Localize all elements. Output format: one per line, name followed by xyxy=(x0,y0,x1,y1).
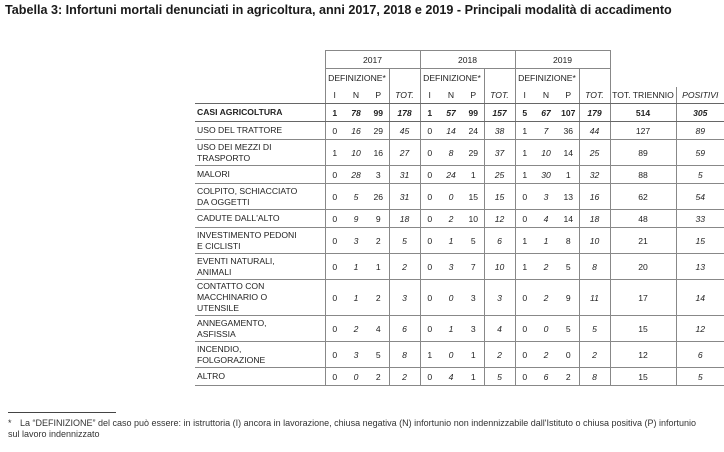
table-cell: 14 xyxy=(558,140,579,166)
sub-header-i: I xyxy=(515,87,534,104)
sub-header-n: N xyxy=(439,87,463,104)
table-row xyxy=(195,342,724,368)
table-cell: 6 xyxy=(389,316,420,342)
table-cell: 21 xyxy=(610,228,676,254)
table-cell: 0 xyxy=(325,210,344,228)
table-row xyxy=(195,104,724,122)
definizione-header: DEFINIZIONE* xyxy=(420,69,484,87)
table-cell: 1 xyxy=(439,228,463,254)
table-cell: 0 xyxy=(325,368,344,386)
table-cell: 3 xyxy=(389,280,420,316)
sub-header-p: P xyxy=(368,87,389,104)
tot-header-spacer xyxy=(389,69,420,87)
tot-header: TOT. xyxy=(579,87,610,104)
table-cell: 2 xyxy=(389,368,420,386)
tot-triennio-header: TOT. TRIENNIO xyxy=(610,87,676,104)
table-cell: 1 xyxy=(344,254,368,280)
table-cell: 0 xyxy=(420,368,439,386)
table-cell: 0 xyxy=(344,368,368,386)
table-cell: 0 xyxy=(325,166,344,184)
table-cell: 0 xyxy=(439,280,463,316)
accident-table xyxy=(195,50,724,386)
table-cell: 0 xyxy=(558,342,579,368)
table-row xyxy=(195,316,724,342)
table-cell: 30 xyxy=(534,166,558,184)
row-label: CASI AGRICOLTURA xyxy=(195,104,325,122)
table-cell: 89 xyxy=(610,140,676,166)
table-cell: 0 xyxy=(420,254,439,280)
table-cell: 0 xyxy=(515,210,534,228)
table-cell: 1 xyxy=(558,166,579,184)
table-cell: 37 xyxy=(484,140,515,166)
header-row-years xyxy=(195,51,724,69)
table-cell: 12 xyxy=(484,210,515,228)
table-cell: 2 xyxy=(344,316,368,342)
footnote-rule xyxy=(8,412,116,413)
table-row xyxy=(195,254,724,280)
table-cell: 2 xyxy=(368,368,389,386)
table-cell: 25 xyxy=(579,140,610,166)
table-cell: 14 xyxy=(439,122,463,140)
table-cell: 1 xyxy=(368,254,389,280)
table-cell: 8 xyxy=(439,140,463,166)
table-cell: 27 xyxy=(389,140,420,166)
table-cell: 0 xyxy=(325,184,344,210)
table-cell: 5 xyxy=(515,104,534,122)
tot-header: TOT. xyxy=(484,87,515,104)
year-header-2019: 2019 xyxy=(515,51,610,69)
table-cell: 0 xyxy=(420,184,439,210)
table-cell: 88 xyxy=(610,166,676,184)
table-cell: 2 xyxy=(484,342,515,368)
table-cell: 12 xyxy=(676,316,724,342)
year-header-2018: 2018 xyxy=(420,51,515,69)
table-cell: 57 xyxy=(439,104,463,122)
table-cell: 3 xyxy=(439,254,463,280)
table-cell: 1 xyxy=(420,104,439,122)
table-cell: 8 xyxy=(389,342,420,368)
table-cell: 44 xyxy=(579,122,610,140)
table-cell: 4 xyxy=(534,210,558,228)
table-cell: 0 xyxy=(325,316,344,342)
table-cell: 8 xyxy=(558,228,579,254)
table-cell: 48 xyxy=(610,210,676,228)
table-cell: 0 xyxy=(420,210,439,228)
header-blank xyxy=(195,51,325,104)
table-cell: 10 xyxy=(344,140,368,166)
table-cell: 0 xyxy=(325,254,344,280)
table-cell: 62 xyxy=(610,184,676,210)
table-cell: 33 xyxy=(676,210,724,228)
row-label: ALTRO xyxy=(195,368,325,386)
table-cell: 514 xyxy=(610,104,676,122)
table-cell: 17 xyxy=(610,280,676,316)
table-cell: 3 xyxy=(344,228,368,254)
header-blank-right xyxy=(610,51,724,87)
table-cell: 1 xyxy=(515,140,534,166)
table-row xyxy=(195,184,724,210)
row-label: INVESTIMENTO PEDONI E CICLISTI xyxy=(195,228,325,254)
table-cell: 29 xyxy=(368,122,389,140)
table-cell: 13 xyxy=(558,184,579,210)
table-cell: 31 xyxy=(389,166,420,184)
table-cell: 305 xyxy=(676,104,724,122)
table-cell: 0 xyxy=(325,122,344,140)
table-cell: 178 xyxy=(389,104,420,122)
table-cell: 11 xyxy=(579,280,610,316)
sub-header-i: I xyxy=(325,87,344,104)
table-cell: 1 xyxy=(325,140,344,166)
table-row xyxy=(195,368,724,386)
table-cell: 0 xyxy=(420,228,439,254)
table-cell: 15 xyxy=(484,184,515,210)
accident-table-container xyxy=(195,50,724,386)
table-cell: 1 xyxy=(325,104,344,122)
table-cell: 3 xyxy=(463,280,484,316)
table-cell: 29 xyxy=(463,140,484,166)
table-cell: 99 xyxy=(463,104,484,122)
table-cell: 107 xyxy=(558,104,579,122)
table-cell: 0 xyxy=(420,316,439,342)
table-cell: 0 xyxy=(439,342,463,368)
table-row xyxy=(195,166,724,184)
table-cell: 14 xyxy=(676,280,724,316)
table-cell: 5 xyxy=(579,316,610,342)
table-cell: 9 xyxy=(344,210,368,228)
table-cell: 1 xyxy=(515,122,534,140)
table-cell: 18 xyxy=(389,210,420,228)
table-cell: 10 xyxy=(484,254,515,280)
row-label: USO DEL TRATTORE xyxy=(195,122,325,140)
table-cell: 6 xyxy=(484,228,515,254)
table-cell: 31 xyxy=(389,184,420,210)
table-cell: 16 xyxy=(579,184,610,210)
sub-header-n: N xyxy=(344,87,368,104)
table-cell: 1 xyxy=(463,342,484,368)
footnote xyxy=(8,418,698,440)
table-cell: 0 xyxy=(439,184,463,210)
table-cell: 9 xyxy=(368,210,389,228)
table-cell: 7 xyxy=(463,254,484,280)
footnote-text: La “DEFINIZIONE” del caso può essere: in istruttoria (I) ancora in lavorazione, chiusa negativa (N) infortunio non indennizzabile dall'Istituto o chiusa positiva (P) infortunio sul lavoro indennizzato xyxy=(8,418,697,439)
table-cell: 24 xyxy=(439,166,463,184)
sub-header-i: I xyxy=(420,87,439,104)
table-cell: 10 xyxy=(534,140,558,166)
table-cell: 5 xyxy=(344,184,368,210)
table-row xyxy=(195,140,724,166)
row-label: EVENTI NATURALI, ANIMALI xyxy=(195,254,325,280)
table-cell: 0 xyxy=(515,316,534,342)
table-cell: 2 xyxy=(579,342,610,368)
table-cell: 157 xyxy=(484,104,515,122)
table-cell: 0 xyxy=(420,166,439,184)
table-cell: 2 xyxy=(558,368,579,386)
definizione-header: DEFINIZIONE* xyxy=(325,69,389,87)
row-label: CONTATTO CON MACCHINARIO O UTENSILE xyxy=(195,280,325,316)
table-cell: 5 xyxy=(558,254,579,280)
table-cell: 26 xyxy=(368,184,389,210)
table-cell: 14 xyxy=(558,210,579,228)
definizione-header: DEFINIZIONE* xyxy=(515,69,579,87)
table-cell: 10 xyxy=(463,210,484,228)
table-cell: 1 xyxy=(515,254,534,280)
table-cell: 10 xyxy=(579,228,610,254)
tot-header-spacer xyxy=(579,69,610,87)
table-cell: 2 xyxy=(534,280,558,316)
table-cell: 24 xyxy=(463,122,484,140)
table-cell: 25 xyxy=(484,166,515,184)
table-cell: 0 xyxy=(534,316,558,342)
table-cell: 3 xyxy=(484,280,515,316)
table-cell: 6 xyxy=(534,368,558,386)
table-cell: 0 xyxy=(515,342,534,368)
table-cell: 4 xyxy=(368,316,389,342)
table-cell: 0 xyxy=(325,342,344,368)
table-cell: 3 xyxy=(368,166,389,184)
table-row xyxy=(195,122,724,140)
table-cell: 28 xyxy=(344,166,368,184)
table-cell: 1 xyxy=(463,368,484,386)
table-cell: 78 xyxy=(344,104,368,122)
table-cell: 2 xyxy=(439,210,463,228)
table-cell: 16 xyxy=(344,122,368,140)
table-cell: 0 xyxy=(515,184,534,210)
tot-header: TOT. xyxy=(389,87,420,104)
table-cell: 2 xyxy=(389,254,420,280)
table-cell: 179 xyxy=(579,104,610,122)
row-label: COLPITO, SCHIACCIATO DA OGGETTI xyxy=(195,184,325,210)
year-header-2017: 2017 xyxy=(325,51,420,69)
table-cell: 16 xyxy=(368,140,389,166)
table-cell: 15 xyxy=(610,316,676,342)
table-title: Tabella 3: Infortuni mortali denunciati in agricoltura, anni 2017, 2018 e 2019 - Principali modalità di accadimento xyxy=(5,3,672,17)
positivi-header: POSITIVI xyxy=(676,87,724,104)
table-cell: 8 xyxy=(579,368,610,386)
table-cell: 4 xyxy=(439,368,463,386)
table-cell: 5 xyxy=(463,228,484,254)
table-cell: 32 xyxy=(579,166,610,184)
row-label: CADUTE DALL'ALTO xyxy=(195,210,325,228)
table-cell: 5 xyxy=(676,166,724,184)
table-cell: 0 xyxy=(325,280,344,316)
sub-header-p: P xyxy=(558,87,579,104)
table-cell: 15 xyxy=(676,228,724,254)
table-cell: 4 xyxy=(484,316,515,342)
table-cell: 5 xyxy=(389,228,420,254)
table-cell: 36 xyxy=(558,122,579,140)
table-cell: 18 xyxy=(579,210,610,228)
row-label: INCENDIO, FOLGORAZIONE xyxy=(195,342,325,368)
table-cell: 1 xyxy=(515,228,534,254)
table-cell: 0 xyxy=(515,368,534,386)
row-label: USO DEI MEZZI DI TRASPORTO xyxy=(195,140,325,166)
table-cell: 0 xyxy=(325,228,344,254)
row-label: MALORI xyxy=(195,166,325,184)
table-cell: 0 xyxy=(420,122,439,140)
sub-header-n: N xyxy=(534,87,558,104)
table-cell: 7 xyxy=(534,122,558,140)
table-cell: 1 xyxy=(463,166,484,184)
table-cell: 2 xyxy=(534,342,558,368)
table-cell: 0 xyxy=(515,280,534,316)
table-cell: 2 xyxy=(368,280,389,316)
table-cell: 3 xyxy=(463,316,484,342)
table-cell: 20 xyxy=(610,254,676,280)
table-cell: 67 xyxy=(534,104,558,122)
table-row xyxy=(195,210,724,228)
table-cell: 0 xyxy=(420,280,439,316)
row-label: ANNEGAMENTO, ASFISSIA xyxy=(195,316,325,342)
table-cell: 8 xyxy=(579,254,610,280)
table-cell: 3 xyxy=(534,184,558,210)
table-cell: 127 xyxy=(610,122,676,140)
table-cell: 5 xyxy=(484,368,515,386)
table-cell: 9 xyxy=(558,280,579,316)
table-cell: 1 xyxy=(439,316,463,342)
table-cell: 0 xyxy=(420,140,439,166)
table-cell: 5 xyxy=(558,316,579,342)
table-cell: 99 xyxy=(368,104,389,122)
table-cell: 12 xyxy=(610,342,676,368)
tot-header-spacer xyxy=(484,69,515,87)
table-cell: 1 xyxy=(420,342,439,368)
table-cell: 1 xyxy=(515,166,534,184)
table-cell: 59 xyxy=(676,140,724,166)
table-cell: 1 xyxy=(534,228,558,254)
table-row xyxy=(195,228,724,254)
table-cell: 15 xyxy=(610,368,676,386)
table-cell: 15 xyxy=(463,184,484,210)
table-cell: 1 xyxy=(344,280,368,316)
table-row xyxy=(195,280,724,316)
table-cell: 89 xyxy=(676,122,724,140)
table-cell: 2 xyxy=(534,254,558,280)
table-cell: 6 xyxy=(676,342,724,368)
table-cell: 38 xyxy=(484,122,515,140)
table-cell: 5 xyxy=(676,368,724,386)
table-cell: 5 xyxy=(368,342,389,368)
table-cell: 13 xyxy=(676,254,724,280)
sub-header-p: P xyxy=(463,87,484,104)
table-cell: 54 xyxy=(676,184,724,210)
table-cell: 45 xyxy=(389,122,420,140)
table-cell: 2 xyxy=(368,228,389,254)
table-cell: 3 xyxy=(344,342,368,368)
footnote-marker: * xyxy=(8,418,12,428)
